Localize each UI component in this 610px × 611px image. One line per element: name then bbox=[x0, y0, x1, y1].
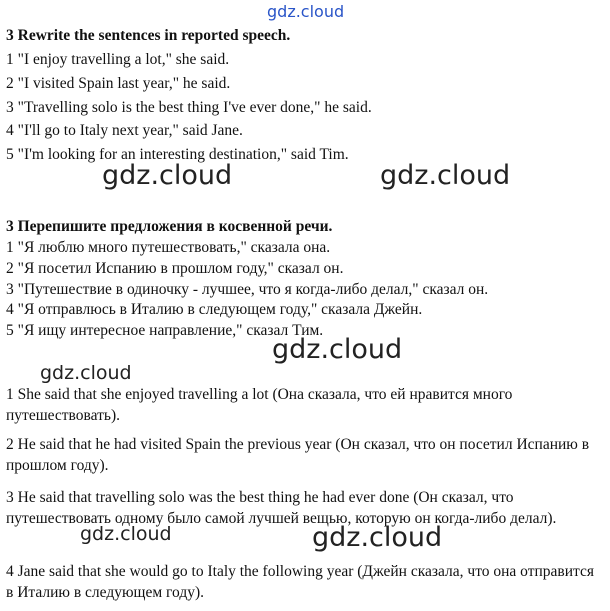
task-item-en-5: 5 "I'm looking for an interesting destination," said Tim. bbox=[6, 146, 349, 163]
task-item-ru-1: 1 "Я люблю много путешествовать," сказала она. bbox=[6, 239, 331, 256]
task-item-ru-5: 5 "Я ищу интересное направление," сказал Тим. bbox=[6, 322, 324, 339]
task-heading-en: 3 Rewrite the sentences in reported speech. bbox=[6, 27, 291, 44]
task-item-en-4: 4 "I'll go to Italy next year," said Jane. bbox=[6, 122, 243, 139]
watermark-top: gdz.cloud bbox=[267, 2, 345, 21]
watermark-2: gdz.cloud bbox=[380, 160, 511, 191]
task-item-en-3: 3 "Travelling solo is the best thing I've ever done," he said. bbox=[6, 99, 372, 116]
task-item-ru-4: 4 "Я отправлюсь в Италию в следующем году," сказала Джейн. bbox=[6, 301, 423, 318]
answer-1: 1 She said that she enjoyed travelling a lot (Она сказала, что ей нравится много путешествовать). bbox=[6, 386, 513, 424]
task-item-en-2: 2 "I visited Spain last year," he said. bbox=[6, 75, 231, 92]
task-item-ru-2: 2 "Я посетил Испанию в прошлом году," сказал он. bbox=[6, 260, 344, 277]
watermark-4: gdz.cloud bbox=[40, 362, 132, 384]
watermark-5: gdz.cloud bbox=[80, 523, 172, 545]
answer-2: 2 He said that he had visited Spain the previous year (Он сказал, что он посетил Испанию в прошлом году). bbox=[6, 436, 590, 474]
answer-3: 3 He said that travelling solo was the best thing he had ever done (Он сказал, что путешествовать одному было самой лучшей вещью, которую он когда-либо делал). bbox=[6, 489, 557, 527]
answer-4: 4 Jane said that she would go to Italy the following year (Джейн сказала, что она отправится в Италию в следующем году). bbox=[6, 563, 595, 601]
watermark-1: gdz.cloud bbox=[102, 160, 233, 191]
watermark-3: gdz.cloud bbox=[272, 334, 403, 365]
watermark-6: gdz.cloud bbox=[312, 522, 443, 553]
task-item-ru-3: 3 "Путешествие в одиночку - лучшее, что я когда-либо делал," сказал он. bbox=[6, 281, 489, 298]
task-heading-ru: 3 Перепишите предложения в косвенной речи. bbox=[6, 218, 333, 235]
task-item-en-1: 1 "I enjoy travelling a lot," she said. bbox=[6, 51, 230, 68]
